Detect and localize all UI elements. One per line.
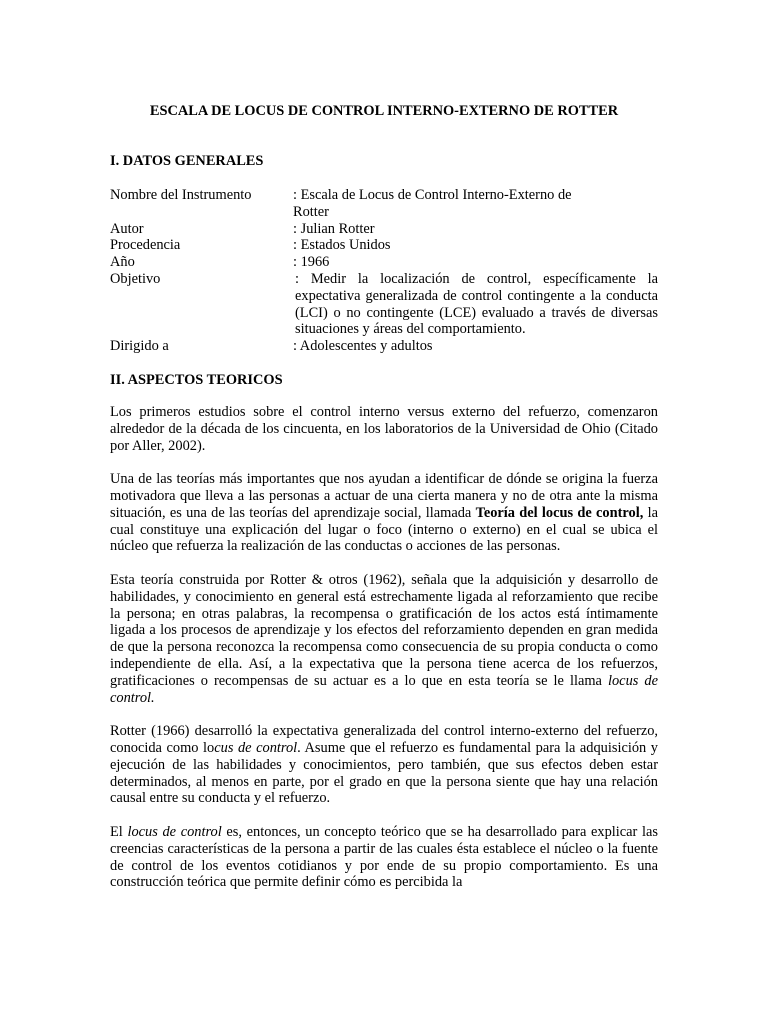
row-value: : Adolescentes y adultos (293, 338, 433, 355)
section-heading-aspectos-teoricos: II. ASPECTOS TEORICOS (110, 372, 283, 388)
bold-term: Teoría del locus de control, (475, 504, 644, 521)
section-heading-datos-generales: I. DATOS GENERALES (110, 153, 264, 169)
row-label: Objetivo (110, 270, 161, 287)
text-run: . Asume que el refuerzo es fundamental para la adquisición y ejecución de las habilidades y conocimientos, pero también, que sus efectos deben estar determinados, al menos en parte, por el grado en que la persona siente que hay una relación causal entre su conducta y el refuerzo. (110, 739, 658, 807)
row-label: Dirigido a (110, 338, 169, 355)
row-value: : Julian Rotter (293, 220, 375, 237)
paragraph-1: Los primeros estudios sobre el control interno versus externo del refuerzo, comenzaron alrededor de la década de los cincuenta, en los laboratorios de la Universidad de Ohio (Citado por Aller, 2002). (110, 404, 658, 454)
paragraph-4 (110, 723, 658, 807)
text-run: Esta teoría construida por Rotter & otros (1962), señala que la adquisición y desarrollo de habilidades, y conocimiento en general está estrechamente ligada al reforzamiento que recibe la persona; en otras palabras, la recompensa o gratificación de los actos está íntimamente ligada a los procesos de aprendizaje y los efectos del reforzamiento dependen en gran medida de que la persona reconozca la recompensa como consecuencia de su propia conducta o como independiente de ella. Así, a la expectativa que la persona tiene acerca de los refuerzos, gratificaciones o recompensas de su actuar es a lo que en esta teoría se le llama (110, 571, 658, 689)
datos-generales-table (110, 187, 660, 355)
paragraph-2 (110, 471, 658, 555)
row-value: : Medir la localización de control, específicamente la expectativa generalizada de control contingente a la conducta (LCI) o no contingente (LCE) evaluado a través de diversas situaciones y áreas del comportamiento. (295, 270, 658, 338)
paragraph-3 (110, 572, 658, 706)
datos-row-instrumento (110, 187, 660, 221)
datos-row-objetivo (110, 271, 660, 338)
text-run: Una de las teorías más importantes que nos ayudan a identificar de dónde se origina la fuerza motivadora que lleva a las personas a actuar de una cierta manera y no de otra ante la misma situación, es una de las teorías del aprendizaje social, llamada (110, 471, 658, 521)
row-label: Nombre del Instrumento (110, 187, 252, 203)
row-label: Autor (110, 220, 144, 237)
datos-row-dirigido (110, 338, 660, 355)
datos-row-procedencia (110, 237, 660, 254)
row-value: : Estados Unidos (293, 237, 391, 254)
datos-row-autor (110, 221, 660, 238)
text-run: Rotter (1966) desarrolló la expectativa generalizada del control interno-externo del refuerzo, conocida como lo (110, 723, 658, 756)
italic-term: cus de control (214, 739, 298, 756)
row-value: : Escala de Locus de Control Interno-Externo de Rotter (293, 187, 572, 220)
document-title: ESCALA DE LOCUS DE CONTROL INTERNO-EXTERNO DE ROTTER (149, 103, 619, 119)
paragraph-5 (110, 824, 658, 891)
row-label: Año (110, 254, 135, 271)
text-run: la cual constituye una explicación del lugar o foco (interno o externo) en el cual se ubica el núcleo que refuerza la realización de las conductas o acciones de las personas. (110, 504, 659, 555)
datos-row-anio (110, 254, 660, 271)
text-run: es, entonces, un concepto teórico que se ha desarrollado para explicar las creencias características de la persona a partir de las cuales ésta establece el núcleo o la fuente de control de los eventos cotidianos y por ende de su propio comportamiento. Es una construcción teórica que permite definir cómo es percibida la (110, 823, 658, 891)
italic-term: locus de control (127, 823, 222, 840)
aspectos-teoricos-body (110, 404, 658, 908)
row-label: Procedencia (110, 237, 181, 254)
row-value: : 1966 (293, 254, 330, 271)
italic-term: locus de control. (110, 672, 658, 706)
text-run: El (110, 823, 128, 840)
